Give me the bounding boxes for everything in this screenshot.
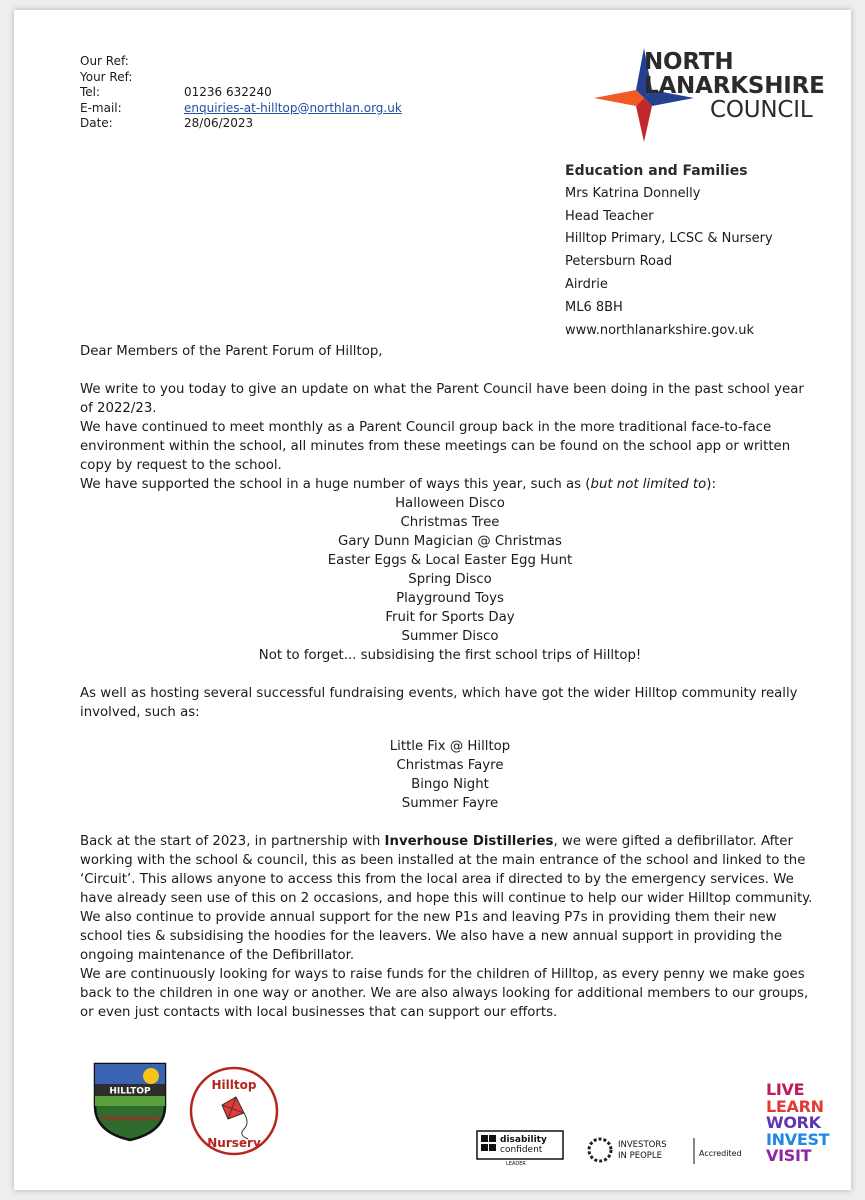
paragraph-funds: We are continuously looking for ways to raise funds for the children of Hilltop, as every penny we make goes back to the children in one way or another. We are also always looking for additional members to our groups, or even just contacts with local businesses that can support our efforts. — [80, 967, 809, 1020]
logo-line-2: LANARKSHIRE — [644, 73, 825, 99]
letter-body — [80, 342, 820, 1022]
iip-line-2: IN PEOPLE — [618, 1151, 662, 1161]
ref-label: Our Ref: — [80, 54, 129, 68]
department: Education and Families — [565, 163, 748, 179]
town: Airdrie — [565, 276, 608, 292]
crest-label: HILLTOP — [109, 1086, 151, 1097]
postcode: ML6 8BH — [565, 299, 623, 315]
llw-live: LIVE — [766, 1080, 805, 1099]
school-name: Hilltop Primary, LCSC & Nursery — [565, 231, 773, 247]
nursery-bottom-text: Nursery — [207, 1136, 261, 1150]
paragraph-meetings: We have continued to meet monthly as a Parent Council group back in the more traditional face-to-face environment within the school, all minutes from these meetings can be found on the school app or written copy by request to the school. — [80, 420, 791, 473]
live-learn-work-logo — [766, 1082, 829, 1165]
list-item: Summer Disco — [401, 629, 499, 644]
iip-line-1: INVESTORS — [618, 1140, 667, 1150]
investors-in-people-logo — [586, 1132, 758, 1168]
dc-line-3: LEADER — [506, 1161, 526, 1166]
date-label: Date: — [80, 116, 113, 130]
support-intro-end: ): — [706, 477, 716, 492]
hilltop-crest-logo — [91, 1060, 169, 1142]
list-item: Not to forget... subsidising the first school trips of Hilltop! — [258, 648, 642, 663]
job-title: Head Teacher — [565, 208, 654, 224]
defib-start: Back at the start of 2023, in partnership with — [80, 834, 385, 849]
email-row — [80, 101, 402, 117]
nursery-top-text: Hilltop — [211, 1078, 257, 1092]
tel-row — [80, 85, 402, 101]
logo-line-3: COUNCIL — [710, 97, 813, 123]
iip-badge: Accredited — [699, 1149, 742, 1158]
council-logo-text — [644, 50, 825, 122]
reference-block — [80, 54, 402, 132]
website: www.northlanarkshire.gov.uk — [565, 322, 754, 338]
logo-line-1: NORTH — [644, 49, 734, 75]
list-item: Summer Fayre — [401, 796, 499, 811]
dc-line-1: disability — [500, 1135, 547, 1145]
defib-end: , we were gifted a defibrillator. After working with the school & council, this as been installed at the main entrance of the school and linked to the ‘Circuit’. This allows anyone to access this from the local area if directed to by the emergency services. We have already seen use of this on 2 occasions, and hope this will continue to help our wider Hilltop community. — [80, 834, 813, 906]
tel-label: Tel: — [80, 85, 101, 99]
llw-invest: INVEST — [766, 1129, 830, 1149]
ref-row-our — [80, 54, 402, 70]
email-label: E-mail: — [80, 100, 122, 115]
ref-row-your — [80, 70, 402, 86]
list-item: Gary Dunn Magician @ Christmas — [338, 534, 562, 549]
disability-confident-logo — [476, 1130, 564, 1166]
llw-work: WORK — [766, 1113, 821, 1133]
letter-page — [14, 10, 851, 1190]
events-list — [80, 737, 820, 813]
email-link[interactable]: enquiries-at-hilltop@northlan.org.uk — [184, 100, 402, 115]
list-item: Playground Toys — [396, 591, 504, 606]
paragraph-update: We write to you today to give an update on what the Parent Council have been doing in the past school year of 2022/23. — [80, 382, 804, 416]
list-item: Christmas Fayre — [396, 758, 504, 773]
address-block — [565, 160, 773, 342]
support-intro-start: We have supported the school in a huge number of ways this year, such as ( — [80, 477, 591, 492]
tel-value: 01236 632240 — [184, 85, 272, 99]
paragraph-annual-support: We also continue to provide annual support for the new P1s and leaving P7s in providing them their new school ties & subsidising the hoodies for the leavers. We also have a new annual support in providing the ongoing maintenance of the Defibrillator. — [80, 910, 782, 963]
llw-learn: LEARN — [766, 1096, 824, 1116]
list-item: Easter Eggs & Local Easter Egg Hunt — [327, 553, 573, 568]
defib-partner: Inverhouse Distilleries — [384, 834, 554, 849]
support-list — [80, 494, 820, 665]
paragraph-support-intro — [80, 475, 820, 494]
list-item: Fruit for Sports Day — [385, 610, 515, 625]
list-item: Spring Disco — [408, 572, 492, 587]
list-item: Christmas Tree — [400, 515, 500, 530]
dc-line-2: confident — [500, 1145, 543, 1155]
street: Petersburn Road — [565, 254, 673, 270]
list-item: Little Fix @ Hilltop — [389, 739, 511, 754]
salutation: Dear Members of the Parent Forum of Hilltop, — [80, 344, 383, 359]
ref-label: Your Ref: — [80, 69, 133, 84]
list-item: Bingo Night — [411, 777, 489, 792]
support-intro-italic: but not limited to — [590, 477, 707, 492]
list-item: Halloween Disco — [395, 496, 505, 511]
date-row — [80, 116, 402, 132]
date-value: 28/06/2023 — [184, 116, 254, 130]
nursery-logo — [188, 1065, 280, 1157]
paragraph-fundraising: As well as hosting several successful fundraising events, which have got the wider Hilltop community really involved, such as: — [80, 686, 798, 720]
llw-visit: VISIT — [766, 1146, 812, 1166]
paragraph-defibrillator — [80, 832, 820, 908]
head-teacher-name: Mrs Katrina Donnelly — [565, 185, 701, 201]
